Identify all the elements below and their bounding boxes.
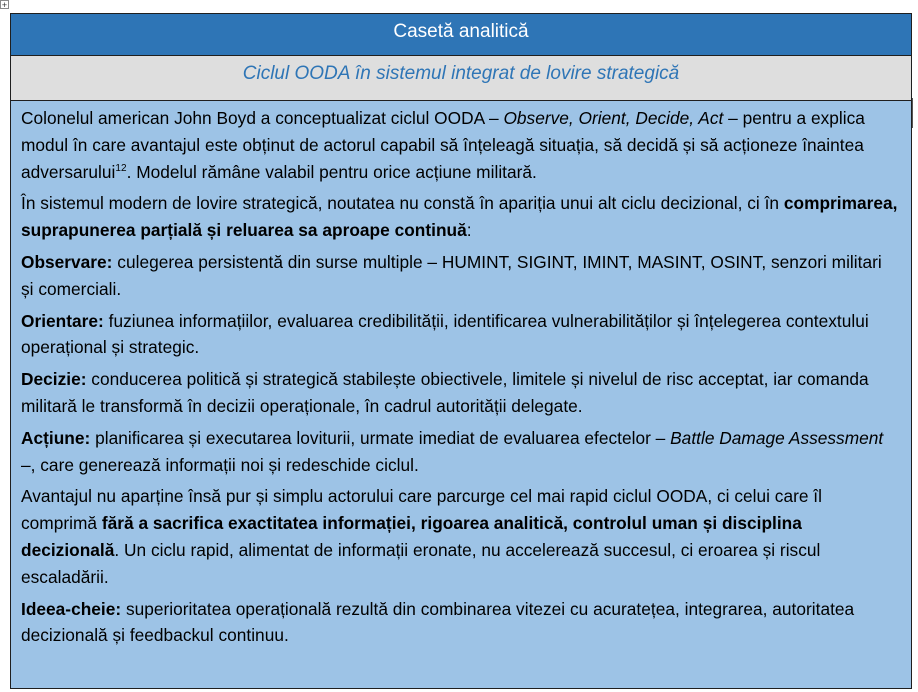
paragraph-orient: [21, 308, 899, 362]
paragraph-observe: [21, 249, 899, 303]
step-label: Observare:: [21, 251, 113, 272]
text-segment: În sistemul modern de lovire strategică, noutatea nu constă în apariția unui alt ciclu decizional, ci în: [21, 193, 784, 214]
step-text: culegerea persistentă din surse multiple – HUMINT, SIGINT, IMINT, MASINT, OSINT, senzori militari și comerciali.: [21, 251, 882, 299]
text-segment: Avantajul nu aparține însă pur și simplu actorului care parcurge cel mai rapid ciclul OODA, ci celui care îl comprimă: [21, 486, 822, 534]
box-subheader: [11, 56, 911, 101]
box-header: [11, 14, 911, 56]
paragraph-decide: [21, 366, 899, 420]
footnote-ref[interactable]: 12: [115, 162, 127, 174]
bold-segment: comprimarea, suprapunerea parțială și reluarea sa aproape continuă: [21, 193, 898, 241]
paragraph-key-idea: [21, 596, 899, 650]
step-text: –, care generează informații noi și redeschide ciclul.: [21, 454, 419, 475]
text-segment: Colonelul american John Boyd a conceptualizat ciclul OODA –: [21, 108, 504, 128]
step-label: Orientare:: [21, 310, 104, 331]
step-label: Acțiune:: [21, 427, 91, 448]
step-label: Ideea-cheie:: [21, 598, 122, 619]
table-move-handle-icon[interactable]: +: [1, 0, 8, 10]
step-label: Decizie:: [21, 369, 87, 390]
box-content: [11, 101, 911, 649]
italic-segment: Observe, Orient, Decide, Act: [503, 108, 724, 128]
step-text: conducerea politică și strategică stabilește obiectivele, limitele și nivelul de risc acceptat, iar comanda militară le transformă în decizii operaționale, în cadrul autorității delegate.: [21, 369, 869, 416]
step-text: planificarea și executarea loviturii, urmate imediat de evaluarea efectelor –: [90, 427, 671, 448]
paragraph-novelty: [21, 190, 899, 244]
paragraph-advantage: [21, 483, 899, 590]
text-cursor-marker: [912, 98, 913, 128]
box-title: Casetă analitică: [393, 21, 529, 42]
paragraph-intro: [21, 105, 899, 185]
paragraph-act: [21, 425, 899, 479]
text-segment: . Modelul rămâne valabil pentru orice acțiune militară.: [126, 161, 537, 182]
box-subtitle: Ciclul OODA în sistemul integrat de lovire strategică: [242, 63, 680, 84]
step-text: fuziunea informațiilor, evaluarea credibilității, identificarea vulnerabilităților și înțelegerea contextului operațional și strategic.: [21, 310, 869, 358]
italic-segment: Battle Damage Assessment: [670, 427, 884, 448]
text-segment: :: [466, 220, 472, 241]
analytic-box: [10, 13, 912, 689]
text-segment: – pentru a explica modul în care avantajul este obținut de actorul capabil să înțeleagă situația, să decidă și să acționeze înaintea adversarului: [21, 108, 865, 182]
step-text: superioritatea operațională rezultă din combinarea vitezei cu acuratețea, integrarea, autoritatea decizională și feedbackul continuu.: [21, 598, 855, 646]
bold-segment: fără a sacrifica exactitatea informației, rigoarea analitică, controlul uman și disciplina decizională: [21, 513, 802, 560]
text-segment: . Un ciclu rapid, alimentat de informații eronate, nu accelerează succesul, ci eroarea și riscul escaladării.: [21, 539, 821, 587]
